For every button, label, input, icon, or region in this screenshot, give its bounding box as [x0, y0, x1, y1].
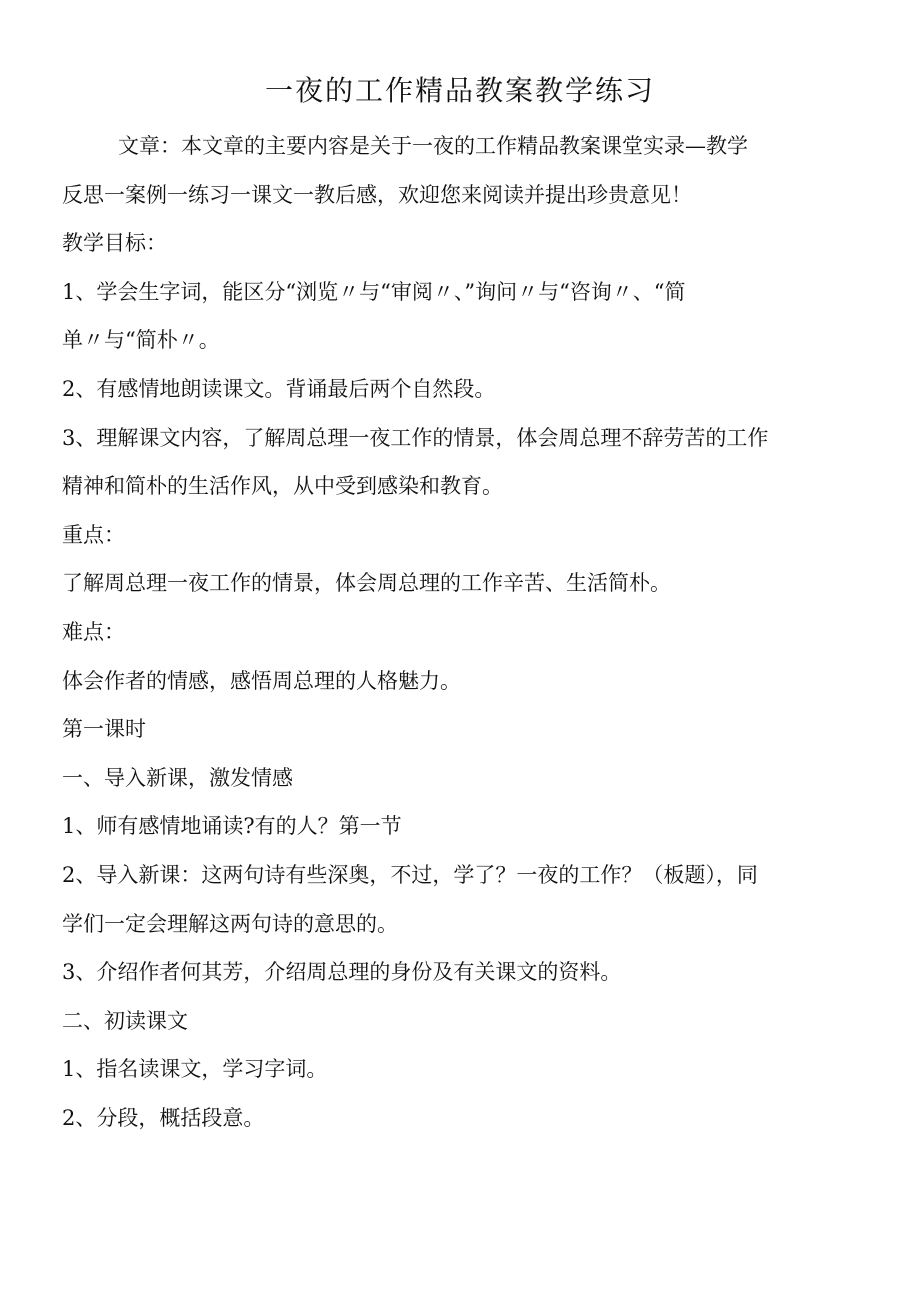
- section-heading-difficulties: 难点：: [62, 619, 125, 644]
- part-1-step-3: 3、介绍作者何其芳，介绍周总理的身份及有关课文的资料。: [62, 960, 622, 985]
- part-1-step-2-line-2: 学们一定会理解这两句诗的意思的。: [62, 911, 398, 936]
- key-points-text: 了解周总理一夜工作的情景，体会周总理的工作辛苦、生活简朴。: [62, 571, 671, 596]
- goal-3-line-1: 3、理解课文内容，了解周总理一夜工作的情景，体会周总理不辞劳苦的工作: [62, 425, 769, 450]
- goal-1-line-1: 1、学会生字词，能区分“浏览〃与“审阅〃、”询问〃与“咨询〃、“简: [62, 279, 686, 304]
- intro-line-1: 文章：本文章的主要内容是关于一夜的工作精品教案课堂实录—教学: [118, 134, 748, 158]
- part-1-step-1: 1、师有感情地诵读?有的人？第一节: [62, 814, 402, 839]
- goal-2: 2、有感情地朗读课文。背诵最后两个自然段。: [62, 376, 496, 401]
- part-2-step-2: 2、分段，概括段意。: [62, 1105, 265, 1130]
- part-1-step-2-line-1: 2、导入新课：这两句诗有些深奥，不过，学了？一夜的工作？（板题），同: [62, 862, 758, 887]
- document-body: [62, 122, 842, 1142]
- part-2-heading: 二、初读课文: [62, 1008, 188, 1033]
- document-title: 一夜的工作精品教案教学练习: [264, 74, 655, 107]
- goal-3-line-2: 精神和简朴的生活作风，从中受到感染和教育。: [62, 474, 503, 499]
- section-heading-key-points: 重点：: [62, 522, 125, 547]
- lesson-heading: 第一课时: [62, 717, 146, 742]
- intro-line-2: 反思一案例一练习一课文一教后感，欢迎您来阅读并提出珍贵意见！: [62, 182, 692, 207]
- difficulties-text: 体会作者的情感，感悟周总理的人格魅力。: [62, 668, 461, 693]
- part-1-heading: 一、导入新课，激发情感: [62, 765, 293, 790]
- goal-1-line-2: 单〃与“简朴〃。: [62, 328, 220, 353]
- part-2-step-1: 1、指名读课文，学习字词。: [62, 1057, 328, 1082]
- section-heading-goals: 教学目标：: [62, 231, 167, 256]
